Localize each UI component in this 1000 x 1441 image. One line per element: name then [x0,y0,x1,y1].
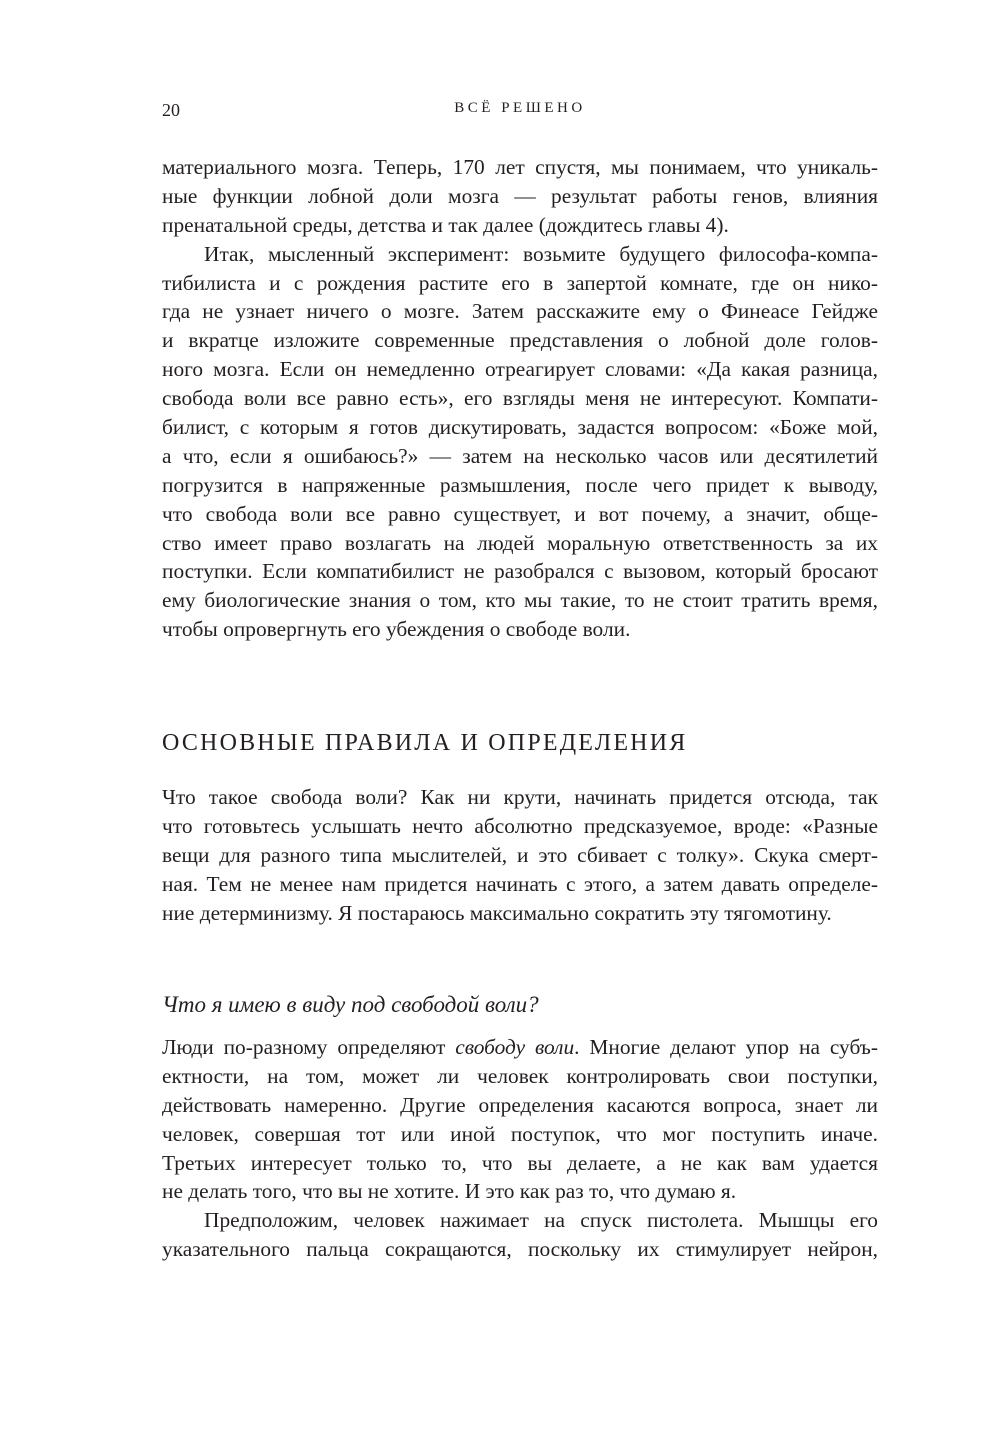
running-head [162,100,878,124]
text-line: вещи для разного типа мыслителей, и это сбивает с толку». Скука смерт- [162,842,878,867]
text-line: ная. Тем не менее нам придется начинать с этого, а затем давать определе- [162,871,878,896]
text-line [162,1033,878,1062]
text-line: ство имеет право возлагать на людей моральную ответственность за их [162,530,878,555]
text-run: Люди по-разному определяют [162,1035,456,1059]
text-line: ему биологические знания о том, кто мы такие, то не стоит тратить время, [162,588,878,613]
section-heading: ОСНОВНЫЕ ПРАВИЛА И ОПРЕДЕЛЕНИЯ [162,730,688,756]
text-line: материального мозга. Теперь, 170 лет спустя, мы понимаем, что уникаль- [162,155,878,179]
text-line: ние детерминизму. Я постараюсь максимально сократить эту тягомотину. [162,900,832,925]
body-text-block-2 [162,783,878,927]
text-line: ного мозга. Если он немедленно отреагирует словами: «Да какая разница, [162,357,878,382]
emphasis-term: свободу воли [455,1035,575,1059]
subsection-heading: Что я имею в виду под свободой воли? [162,992,539,1017]
text-line: Итак, мысленный эксперимент: возьмите будущего философа-компа- [204,241,878,266]
text-line: человек, совершая тот или иной поступок, что мог поступить иначе. [162,1121,878,1146]
text-line: тибилиста и с рождения растите его в запертой комнате, где он нико- [162,270,878,295]
text-line: указательного пальца сокращаются, поскольку их стимулирует нейрон, [162,1237,878,1262]
text-line: Что такое свобода воли? Как ни крути, начинать придется отсюда, так [162,785,878,809]
text-line: Предположим, человек нажимает на спуск пистолета. Мышцы его [204,1208,878,1233]
body-text-block-3 [162,1033,878,1264]
text-line: пренатальной среды, детства и так далее (дождитесь главы 4). [162,212,729,237]
text-line: что готовьтесь услышать нечто абсолютно предсказуемое, вроде: «Разные [162,813,878,838]
text-line: что свобода воли все равно существует, и вот почему, а значит, обще- [162,501,878,526]
text-line: гда не узнает ничего о мозге. Затем расскажите ему о Финеасе Гейдже [162,299,878,324]
text-line: ектности, на том, может ли человек контролировать свои поступки, [162,1063,878,1088]
text-run: . Многие делают упор на субъ- [574,1035,878,1059]
running-title: ВСЁ РЕШЕНО [454,100,586,116]
text-line: не делать того, что вы не хотите. И это как раз то, что думаю я. [162,1179,737,1204]
text-line: ные функции лобной доли мозга — результат работы генов, влияния [162,183,878,208]
page-number: 20 [162,100,180,120]
text-line: действовать намеренно. Другие определения касаются вопроса, знает ли [162,1092,878,1117]
body-text-block-1 [162,153,878,644]
text-line: чтобы опровергнуть его убеждения о свободе воли. [162,617,631,642]
text-line: погрузится в напряженные размышления, после чего придет к выводу, [162,472,878,497]
text-line: а что, если я ошибаюсь?» — затем на несколько часов или десятилетий [162,443,878,468]
text-line: поступки. Если компатибилист не разобрался с вызовом, который бросают [162,559,878,584]
text-line: Третьих интересует только то, что вы делаете, а не как вам удается [162,1150,878,1175]
text-line: свобода воли все равно есть», его взгляды меня не интересуют. Компати- [162,386,878,411]
text-line: билист, с которым я готов дискутировать, задастся вопросом: «Боже мой, [162,415,878,440]
text-line: и вкратце изложите современные представления о лобной доле голов- [162,328,878,353]
